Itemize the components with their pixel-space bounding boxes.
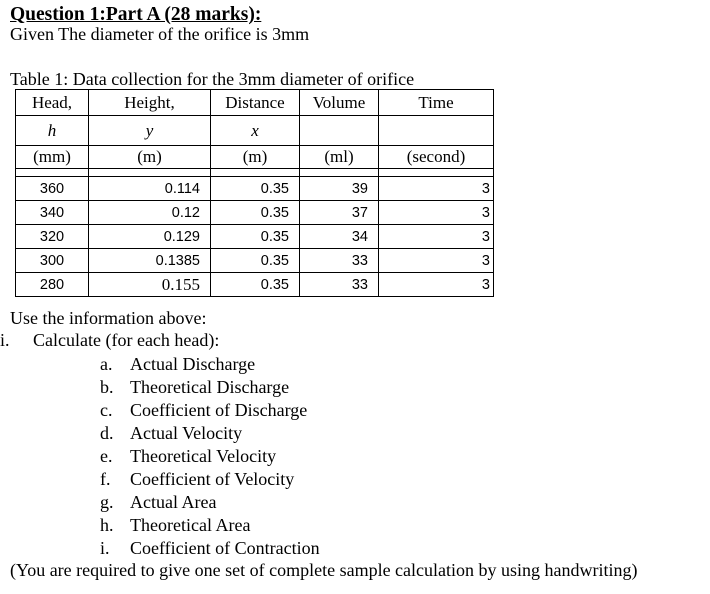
time-cell: 3	[379, 225, 494, 249]
list-marker: c.	[100, 400, 113, 420]
distance-cell: 0.35	[211, 249, 300, 273]
symbol-cell	[379, 116, 494, 146]
header-cell: Volume	[300, 90, 379, 116]
volume-cell: 39	[300, 177, 379, 201]
time-cell: 3	[379, 201, 494, 225]
distance-cell: 0.35	[211, 273, 300, 297]
list-item	[100, 537, 320, 560]
distance-cell: 0.35	[211, 177, 300, 201]
given-statement: Given The diameter of the orifice is 3mm	[10, 24, 310, 44]
list-marker: d.	[100, 423, 114, 443]
list-marker: f.	[100, 469, 111, 489]
list-item	[100, 422, 320, 445]
header-cell: Distance	[211, 90, 300, 116]
list-text: Actual Discharge	[130, 354, 256, 374]
volume-cell: 37	[300, 201, 379, 225]
list-text: Coefficient of Discharge	[130, 400, 308, 420]
head-cell: 280	[16, 273, 89, 297]
time-cell: 3	[379, 273, 494, 297]
unit-cell: (m)	[89, 146, 211, 169]
height-cell: 0.12	[89, 201, 211, 225]
symbol-cell	[300, 116, 379, 146]
unit-cell: (ml)	[300, 146, 379, 169]
symbol-cell: x	[211, 116, 300, 146]
header-cell: Time	[379, 90, 494, 116]
list-marker: a.	[100, 354, 113, 374]
time-cell: 3	[379, 249, 494, 273]
table-row	[16, 273, 494, 297]
spacer-row	[16, 169, 494, 177]
symbol-cell: y	[89, 116, 211, 146]
list-item	[100, 353, 320, 376]
symbol-cell: h	[16, 116, 89, 146]
height-cell: 0.114	[89, 177, 211, 201]
head-cell: 340	[16, 201, 89, 225]
header-cell: Head,	[16, 90, 89, 116]
list-text: Actual Area	[130, 492, 217, 512]
height-cell: 0.155	[89, 273, 211, 297]
list-text: Coefficient of Velocity	[130, 469, 295, 489]
volume-cell: 33	[300, 273, 379, 297]
unit-cell: (second)	[379, 146, 494, 169]
list-item	[100, 491, 320, 514]
volume-cell: 33	[300, 249, 379, 273]
handwriting-note: (You are required to give one set of complete sample calculation by using handwriting)	[10, 560, 638, 580]
table-row	[16, 201, 494, 225]
table-caption: Table 1: Data collection for the 3mm diameter of orifice	[10, 69, 415, 89]
list-text: Coefficient of Contraction	[130, 538, 320, 558]
list-marker: i.	[100, 538, 110, 558]
list-marker: h.	[100, 515, 114, 535]
head-cell: 300	[16, 249, 89, 273]
list-item	[100, 468, 320, 491]
list-item	[100, 376, 320, 399]
question-title: Question 1:Part A (28 marks):	[10, 4, 262, 25]
table-row	[16, 249, 494, 273]
unit-cell: (mm)	[16, 146, 89, 169]
step-text: Calculate (for each head):	[33, 330, 220, 350]
height-cell: 0.129	[89, 225, 211, 249]
unit-cell: (m)	[211, 146, 300, 169]
list-marker: e.	[100, 446, 113, 466]
distance-cell: 0.35	[211, 225, 300, 249]
calculation-list	[100, 353, 320, 560]
table-row	[16, 225, 494, 249]
unit-row	[16, 146, 494, 169]
list-marker: b.	[100, 377, 114, 397]
list-text: Theoretical Area	[130, 515, 251, 535]
list-marker: g.	[100, 492, 114, 512]
list-item	[100, 399, 320, 422]
symbol-row	[16, 116, 494, 146]
distance-cell: 0.35	[211, 201, 300, 225]
data-table	[15, 89, 494, 297]
list-item	[100, 514, 320, 537]
list-text: Theoretical Discharge	[130, 377, 290, 397]
instruction-text: Use the information above:	[10, 308, 207, 328]
header-cell: Height,	[89, 90, 211, 116]
step-item	[0, 330, 219, 351]
header-row	[16, 90, 494, 116]
time-cell: 3	[379, 177, 494, 201]
list-text: Actual Velocity	[130, 423, 243, 443]
step-marker: i.	[0, 330, 10, 350]
table-row	[16, 177, 494, 201]
volume-cell: 34	[300, 225, 379, 249]
height-cell: 0.1385	[89, 249, 211, 273]
head-cell: 360	[16, 177, 89, 201]
head-cell: 320	[16, 225, 89, 249]
list-item	[100, 445, 320, 468]
list-text: Theoretical Velocity	[130, 446, 277, 466]
